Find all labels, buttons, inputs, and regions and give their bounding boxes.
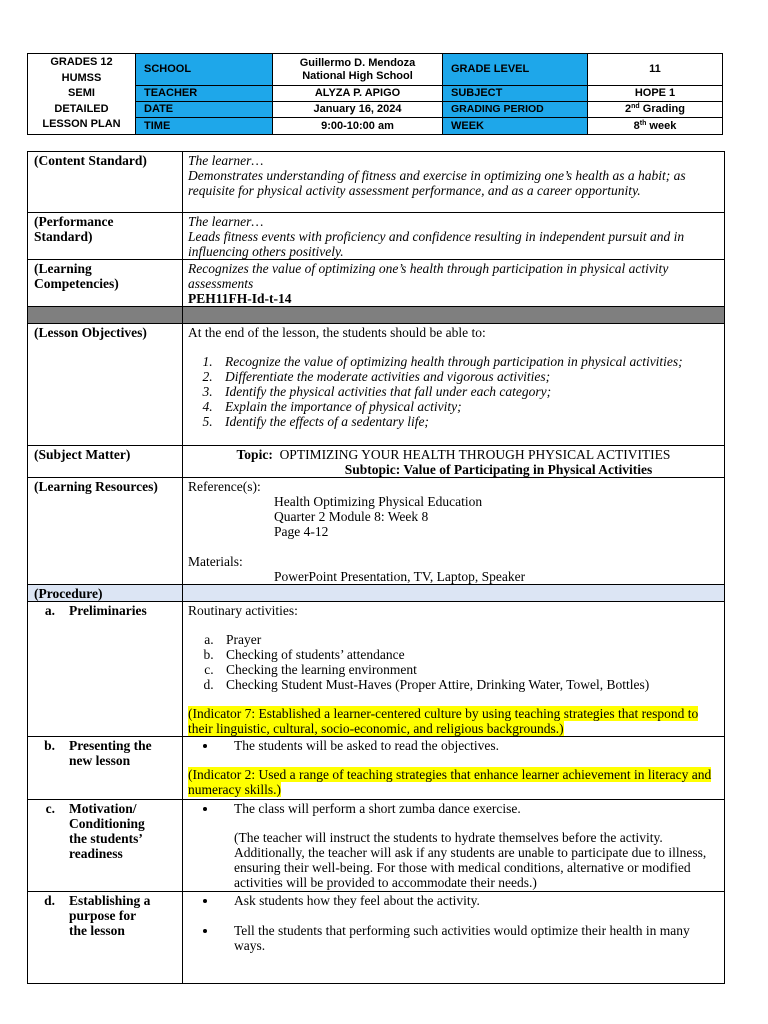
separator-row — [28, 307, 725, 324]
school-label: SCHOOL — [136, 54, 273, 86]
subject-matter-cell — [183, 446, 725, 478]
indicator-2-text: (Indicator 2: Used a range of teaching strategies that enhance learner achievement in literacy and numeracy skills.) — [188, 767, 712, 797]
purpose-label-line: the lesson — [69, 923, 125, 938]
purpose-label — [28, 892, 183, 984]
presenting-marker: b. — [44, 738, 55, 753]
teacher-value: ALYZA P. APIGO — [273, 86, 443, 102]
learning-competencies-label — [28, 260, 183, 307]
lesson-objectives-intro: At the end of the lesson, the students should be able to: — [188, 325, 486, 340]
purpose-label-line: Establishing a — [69, 893, 151, 908]
performance-standard-cell — [183, 213, 725, 260]
performance-standard-label-line: (Performance — [34, 214, 114, 229]
objective-item: 1. Recognize the value of optimizing health through participation in physical activities; — [216, 354, 719, 369]
performance-standard-text: Leads fitness events with proficiency and confidence resulting in independent pursuit and in influencing others positively. — [188, 229, 685, 259]
content-standard-label: (Content Standard) — [28, 152, 183, 213]
procedure-cell — [183, 585, 725, 602]
topic-line — [188, 447, 719, 462]
motivation-cell — [183, 800, 725, 892]
purpose-heading — [33, 893, 177, 938]
preliminaries-marker: a. — [44, 603, 55, 618]
subject-matter-label: (Subject Matter) — [28, 446, 183, 478]
performance-standard-row — [28, 213, 725, 260]
subject-matter-row — [28, 446, 725, 478]
objective-item: 5. Identify the effects of a sedentary life; — [216, 414, 719, 429]
separator-cell — [28, 307, 183, 324]
learning-competencies-label-line: (Learning — [34, 261, 92, 276]
performance-standard-label-line: Standard) — [34, 229, 93, 244]
motivation-list — [218, 801, 719, 816]
preliminaries-label-text: Preliminaries — [69, 603, 147, 618]
purpose-row — [28, 892, 725, 984]
motivation-label — [28, 800, 183, 892]
presenting-cell — [183, 737, 725, 800]
routinary-list — [217, 632, 719, 692]
preliminaries-cell — [183, 602, 725, 737]
motivation-label-line: Motivation/ — [69, 801, 137, 816]
title-line: GRADES 12 — [50, 56, 113, 69]
presenting-label-line: new lesson — [69, 753, 131, 768]
separator-cell — [183, 307, 725, 324]
purpose-bullet: • Ask students how they feel about the activity. — [218, 893, 719, 908]
header-table — [27, 53, 723, 135]
purpose-label-text — [55, 893, 150, 938]
procedure-label: (Procedure) — [28, 585, 183, 602]
week-sup: th — [639, 119, 647, 127]
motivation-heading — [33, 801, 177, 861]
presenting-list — [218, 738, 719, 753]
week-num: 8 — [633, 119, 640, 132]
presenting-label-line: Presenting the — [69, 738, 152, 753]
week-value — [588, 118, 723, 135]
presenting-label-text — [55, 738, 152, 768]
topic-label: Topic: — [236, 447, 273, 462]
week-text: week — [646, 119, 677, 132]
reference-item: Page 4-12 — [274, 524, 329, 539]
lesson-plan-title — [28, 54, 136, 135]
preliminaries-row — [28, 602, 725, 737]
grading-period-text: Grading — [639, 103, 685, 115]
preliminaries-heading — [33, 603, 177, 618]
content-standard-text: Demonstrates understanding of fitness and exercise in optimizing one’s health as a habit; as requisite for physical activity assessment performance, and as a career opportunity. — [188, 168, 686, 198]
lesson-objectives-label: (Lesson Objectives) — [28, 324, 183, 446]
date-value: January 16, 2024 — [273, 102, 443, 118]
routinary-item: d. Checking Student Must-Haves (Proper Attire, Drinking Water, Towel, Bottles) — [217, 677, 719, 692]
learning-resources-row — [28, 478, 725, 585]
lesson-objectives-cell — [183, 324, 725, 446]
purpose-label-line: purpose for — [69, 908, 137, 923]
objective-item: 4. Explain the importance of physical activity; — [216, 399, 719, 414]
grading-period-sup: nd — [631, 103, 640, 110]
date-label: DATE — [136, 102, 273, 118]
grading-period-value — [588, 102, 723, 118]
learning-competencies-text: Recognizes the value of optimizing one’s health through participation in physical activity assessments — [188, 261, 669, 291]
time-value: 9:00-10:00 am — [273, 118, 443, 135]
references-label: Reference(s): — [188, 479, 261, 494]
learning-competencies-row — [28, 260, 725, 307]
presenting-label — [28, 737, 183, 800]
motivation-marker: c. — [45, 801, 55, 816]
title-line: DETAILED — [54, 102, 109, 115]
presenting-bullet: • The students will be asked to read the objectives. — [218, 738, 719, 753]
school-value — [273, 54, 443, 86]
routinary-item: b. Checking of students’ attendance — [217, 647, 719, 662]
indicator-7-text: (Indicator 7: Established a learner-centered culture by using teaching strategies that respond to their linguistic, cultural, socio-economic, and religious backgrounds.) — [188, 706, 699, 736]
materials-label: Materials: — [188, 554, 243, 569]
learning-resources-cell — [183, 478, 725, 585]
routinary-item: a. Prayer — [217, 632, 719, 647]
learning-competencies-label-line: Competencies) — [34, 276, 119, 291]
motivation-bullet: • The class will perform a short zumba dance exercise. — [218, 801, 719, 816]
routinary-item: c. Checking the learning environment — [217, 662, 719, 677]
grading-period-label: GRADING PERIOD — [443, 102, 588, 118]
objective-item: 3. Identify the physical activities that fall under each category; — [216, 384, 719, 399]
competency-code: PEH11FH-Id-t-14 — [188, 291, 292, 306]
teacher-label: TEACHER — [136, 86, 273, 102]
subject-value: HOPE 1 — [588, 86, 723, 102]
school-value-line: Guillermo D. Mendoza — [299, 56, 416, 69]
title-line: HUMSS — [61, 71, 102, 84]
performance-standard-label — [28, 213, 183, 260]
motivation-row — [28, 800, 725, 892]
presenting-heading — [33, 738, 177, 768]
learning-competencies-cell — [183, 260, 725, 307]
performance-standard-intro: The learner… — [188, 214, 264, 229]
objectives-list — [216, 354, 719, 429]
purpose-marker: d. — [44, 893, 55, 908]
subtopic: Subtopic: Value of Participating in Physical Activities — [344, 462, 653, 477]
motivation-label-line: readiness — [69, 846, 123, 861]
title-line: LESSON PLAN — [42, 118, 121, 131]
purpose-cell — [183, 892, 725, 984]
grade-level-label: GRADE LEVEL — [443, 54, 588, 86]
week-label: WEEK — [443, 118, 588, 135]
objective-item: 2. Differentiate the moderate activities and vigorous activities; — [216, 369, 719, 384]
presenting-row — [28, 737, 725, 800]
grading-period-num: 2 — [625, 103, 632, 115]
reference-item: Health Optimizing Physical Education — [274, 494, 483, 509]
purpose-list — [218, 893, 719, 953]
time-label: TIME — [136, 118, 273, 135]
procedure-row — [28, 585, 725, 602]
title-line: SEMI — [68, 87, 95, 100]
lesson-plan-table — [27, 151, 725, 984]
preliminaries-label — [28, 602, 183, 737]
materials-text: PowerPoint Presentation, TV, Laptop, Speaker — [274, 569, 526, 584]
school-value-line: National High School — [302, 69, 413, 82]
topic-text: OPTIMIZING YOUR HEALTH THROUGH PHYSICAL ACTIVITIES — [272, 447, 671, 462]
motivation-label-text — [55, 801, 145, 861]
purpose-bullet: • Tell the students that performing such activities would optimize their health in many ways. — [218, 923, 719, 953]
motivation-label-line: Conditioning — [69, 816, 145, 831]
content-standard-intro: The learner… — [188, 153, 264, 168]
motivation-note: (The teacher will instruct the students to hydrate themselves before the activity. Additionally, the teacher will ask if any students are unable to participate due to illness, ensuring their well-being. For those with medical conditions, alternative or modified activities will be provided to accommodate their needs.) — [234, 830, 707, 890]
motivation-label-line: the students’ — [69, 831, 143, 846]
content-standard-row — [28, 152, 725, 213]
subject-label: SUBJECT — [443, 86, 588, 102]
learning-resources-label: (Learning Resources) — [28, 478, 183, 585]
routinary-intro: Routinary activities: — [188, 603, 298, 618]
reference-item: Quarter 2 Module 8: Week 8 — [274, 509, 429, 524]
grade-level-value: 11 — [588, 54, 723, 86]
content-standard-cell — [183, 152, 725, 213]
lesson-objectives-row — [28, 324, 725, 446]
